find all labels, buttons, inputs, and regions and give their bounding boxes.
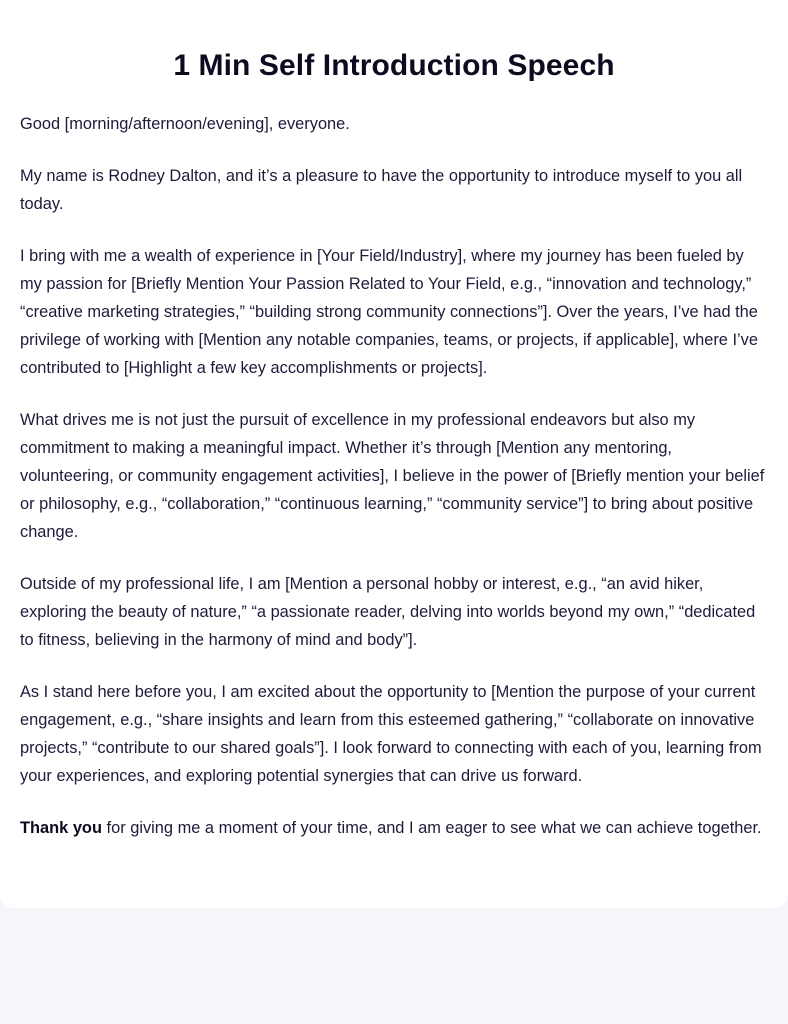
paragraph-intro: My name is Rodney Dalton, and it’s a pleasure to have the opportunity to introduce myself to you all today. <box>20 167 743 213</box>
page-title: 1 Min Self Introduction Speech <box>173 49 615 82</box>
paragraph-purpose: As I stand here before you, I am excited about the opportunity to [Mention the purpose of your current engagement, e.g., “share insights and learn from this esteemed gathering,” “collaborate on innovative projects,” “contribute to our shared goals”]. I look forward to connecting with each of you, learning from your experiences, and exploring potential synergies that can drive us forward. <box>20 683 762 785</box>
paragraph-personal: Outside of my professional life, I am [Mention a personal hobby or interest, e.g., “an avid hiker, exploring the beauty of nature,” “a passionate reader, delving into worlds beyond my own,” “dedicated to fitness, believing in the harmony of mind and body”]. <box>20 575 756 649</box>
closing-text: for giving me a moment of your time, and I am eager to see what we can achieve together. <box>101 819 762 837</box>
closing-paragraph <box>20 814 768 842</box>
greeting-paragraph: Good [morning/afternoon/evening], everyone. <box>20 115 350 133</box>
paragraph-motivation: What drives me is not just the pursuit of excellence in my professional endeavors but also my commitment to making a meaningful impact. Whether it’s through [Mention any mentoring, volunteering, or community engagement activities], I believe in the power of [Briefly mention your belief or philosophy, e.g., “collaboration,” “continuous learning,” “community service”] to bring about positive change. <box>20 411 765 541</box>
paragraph-experience: I bring with me a wealth of experience in [Your Field/Industry], where my journey has been fueled by my passion for [Briefly Mention Your Passion Related to Your Field, e.g., “innovation and technology,” “creative marketing strategies,” “building strong community connections”]. Over the years, I’ve had the privilege of working with [Mention any notable companies, teams, or projects, if applicable], where I’ve contributed to [Highlight a few key accomplishments or projects]. <box>20 247 758 377</box>
closing-bold-text: Thank you <box>20 819 102 837</box>
